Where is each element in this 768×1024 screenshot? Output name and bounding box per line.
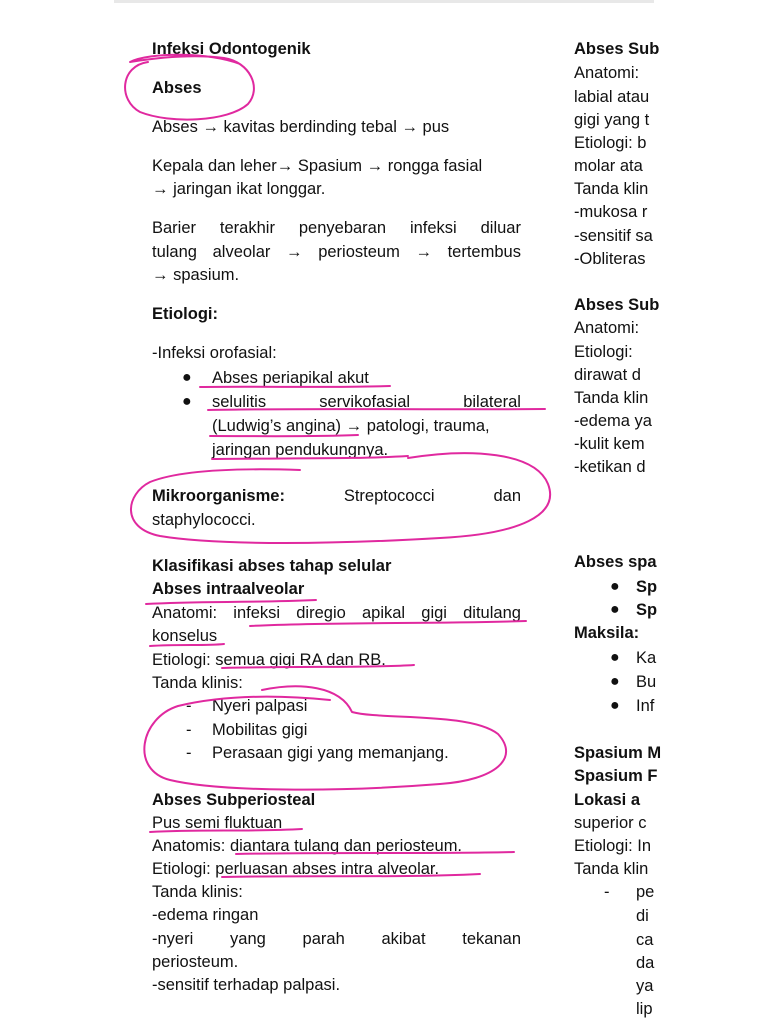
text-line: Kepala dan leher→ Spasium → rongga fasial [152,157,483,175]
text-line: Etiologi: semua gigi RA dan RB. [152,651,386,669]
justified-line [152,602,521,624]
text-line: Abses → kavitas berdinding tebal → pus [152,118,450,136]
text-line: Tanda klin [574,860,649,878]
text-line: Anatomi: [574,319,640,337]
dash-bullet: - [186,744,192,762]
word: ditulang [463,604,521,622]
text-line: Tanda klinis: [152,674,243,692]
word: periosteum [318,243,400,261]
text-line: Pus semi fluktuan [152,814,283,832]
justified-line [212,391,521,413]
text-line: -edema ya [574,412,652,430]
text-line: ya [636,977,654,995]
heading-intraalveolar: Abses intraalveolar [152,580,305,598]
text-line: Lokasi a [574,791,641,809]
heading-etiologi: Etiologi: [152,305,218,323]
text-line: -sensitif sa [574,227,653,245]
text-line: -Obliteras [574,250,646,268]
text-line: Tanda klin [574,180,649,198]
text-line: Sp [636,578,658,596]
bullet-dot: ● [610,578,620,595]
word: tulang [152,243,197,261]
text-line: -ketikan d [574,458,646,476]
text-line: Abses Sub [574,40,660,58]
dash-bullet: - [186,721,192,739]
justified-line [152,928,521,950]
word: dan [493,487,521,505]
right-column [574,0,662,1024]
word: akibat [381,930,426,948]
bullet-dot: ● [610,601,620,618]
text-line: Maksila: [574,624,640,642]
dash-bullet: - [186,697,192,715]
text-line: Anatomis: diantara tulang dan periosteum. [152,837,463,855]
word: Barier [152,219,197,237]
bullet-dot: ● [610,697,620,714]
text-line: molar ata [574,157,643,175]
heading-subperiosteal: Abses Subperiosteal [152,791,316,809]
text-line: → spasium. [152,266,240,284]
text-line: superior c [574,814,647,832]
justified-line [152,217,521,239]
list-item: Abses periapikal akut [212,369,369,387]
justified-line [152,485,521,507]
justified-line [152,241,521,263]
mikro-label: Mikroorganisme: [152,487,285,505]
text-line: da [636,954,655,972]
bullet-dot: ● [182,393,192,410]
text-line: Abses spa [574,553,657,571]
dash-bullet: - [604,883,610,901]
word: parah [302,930,345,948]
word: selulitis [212,393,267,411]
word: penyebaran [298,219,387,237]
text-line: staphylococci. [152,511,256,529]
text-line: -mukosa r [574,203,648,221]
word: diluar [480,219,521,237]
word: bilateral [463,393,521,411]
word: apikal [361,604,406,622]
text-line: ca [636,931,654,949]
text-line: -kulit kem [574,435,645,453]
text-line: periosteum. [152,953,239,971]
document-title: Infeksi Odontogenik [152,40,311,58]
word: infeksi [233,604,281,622]
text-line: Spasium F [574,767,658,785]
heading-klasifikasi: Klasifikasi abses tahap selular [152,557,392,575]
word: infeksi [409,219,457,237]
text-line: di [636,907,649,925]
word: servikofasial [319,393,411,411]
word: tertembus [447,243,521,261]
text-line: -Infeksi orofasial: [152,344,277,362]
page-top-edge [114,0,654,3]
heading-abses: Abses [152,79,202,97]
text-line: labial atau [574,88,650,106]
text-line: konselus [152,627,218,645]
bullet-dot: ● [182,369,192,386]
text-line: Ka [636,649,657,667]
text-line: Tanda klinis: [152,883,243,901]
word: Streptococci [343,487,435,505]
text-line: jaringan pendukungnya. [212,441,389,459]
word: diregio [296,604,346,622]
word: terakhir [219,219,275,237]
word: -nyeri [152,930,194,948]
text-line: Anatomi: [574,64,640,82]
list-item: Nyeri palpasi [212,697,308,715]
text-line: → jaringan ikat longgar. [152,180,326,198]
text-line: Abses Sub [574,296,660,314]
text-line: -sensitif terhadap palpasi. [152,976,341,994]
text-line: -edema ringan [152,906,259,924]
text-line: (Ludwig’s angina) → patologi, trauma, [212,417,490,435]
text-line: Inf [636,697,655,715]
text-line: Tanda klin [574,389,649,407]
text-line: dirawat d [574,366,641,384]
word: → [415,243,432,261]
text-line: Bu [636,673,657,691]
word: yang [230,930,266,948]
text-line: gigi yang t [574,111,650,129]
word: alveolar [212,243,271,261]
word: Anatomi: [152,604,218,622]
list-item: Mobilitas gigi [212,721,308,739]
list-item: Perasaan gigi yang memanjang. [212,744,449,762]
word: → [286,243,303,261]
bullet-dot: ● [610,649,620,666]
text-line: Etiologi: perluasan abses intra alveolar. [152,860,440,878]
text-line: Etiologi: In [574,837,652,855]
text-line: Etiologi: [574,343,633,361]
text-line: pe [636,883,655,901]
bullet-dot: ● [610,673,620,690]
text-line: Etiologi: b [574,134,647,152]
text-line: Sp [636,601,658,619]
word: tekanan [462,930,521,948]
text-line: lip [636,1000,653,1018]
word: gigi [421,604,447,622]
text-line: Spasium M [574,744,662,762]
